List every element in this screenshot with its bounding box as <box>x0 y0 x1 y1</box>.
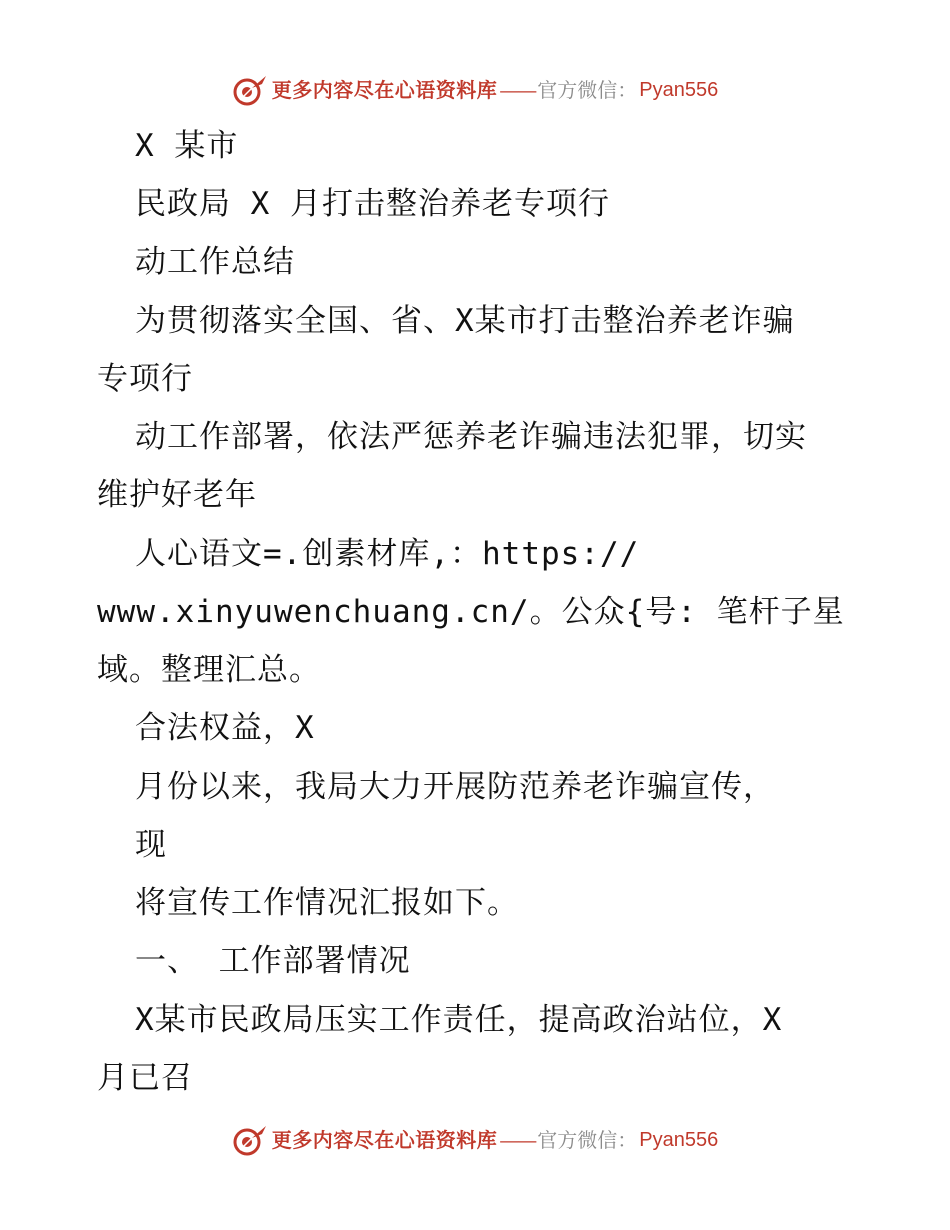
quill-logo-icon <box>232 74 268 106</box>
body-line: 合法权益，X <box>135 710 315 746</box>
banner-label: 官方微信： <box>537 78 638 102</box>
footer-watermark-banner <box>0 1124 950 1156</box>
body-line: 民政局 X 月打击整治养老专项行 <box>135 186 610 222</box>
body-line: 现 <box>135 827 167 863</box>
body-line: www.xinyuwenchuang.cn/。公众{号: 笔杆子星 <box>97 594 845 630</box>
quill-logo-icon <box>232 1124 268 1156</box>
banner-main-text: 更多内容尽在心语资料库 <box>271 78 498 102</box>
body-line: 维护好老年 <box>97 477 257 513</box>
body-line: 为贯彻落实全国、省、X某市打击整治养老诈骗 <box>135 303 795 339</box>
body-line: 域。整理汇总。 <box>97 652 321 688</box>
body-line: 人心语文=.创素材库,：https:// <box>135 536 640 572</box>
section-heading: 一、 工作部署情况 <box>135 943 411 979</box>
banner-main-text: 更多内容尽在心语资料库 <box>271 1128 498 1152</box>
body-line: 月已召 <box>97 1060 193 1096</box>
banner-wechat-id: Pyan556 <box>639 79 719 101</box>
header-watermark-banner <box>0 74 950 106</box>
body-line: 月份以来，我局大力开展防范养老诈骗宣传， <box>135 769 775 805</box>
body-line: X某市民政局压实工作责任，提高政治站位，X <box>135 1002 783 1038</box>
banner-label: 官方微信： <box>537 1128 638 1152</box>
banner-dash: —— <box>499 78 536 102</box>
body-line: 将宣传工作情况汇报如下。 <box>135 885 519 921</box>
banner-wechat-id: Pyan556 <box>639 1129 719 1151</box>
banner-dash: —— <box>499 1128 536 1152</box>
body-line: 专项行 <box>97 361 193 397</box>
body-line: 动工作部署，依法严惩养老诈骗违法犯罪，切实 <box>135 419 807 455</box>
body-line: X 某市 <box>135 128 239 164</box>
body-line: 动工作总结 <box>135 244 295 280</box>
